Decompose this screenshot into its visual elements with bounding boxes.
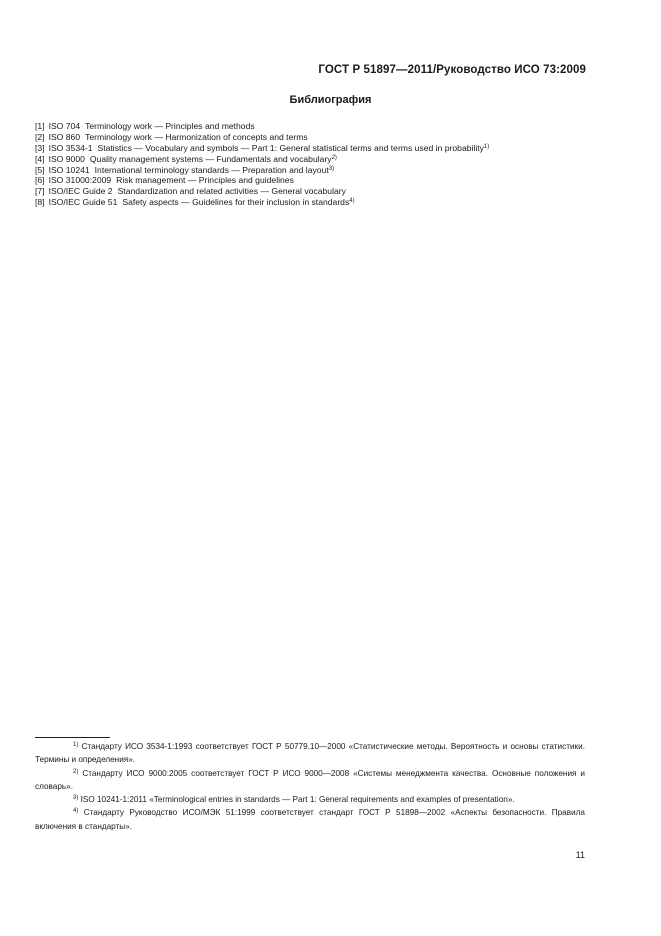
bibliography-list <box>35 121 635 208</box>
reference-title: Risk management — Principles and guidelines <box>116 175 294 186</box>
footnote-ref: 2) <box>331 154 337 161</box>
section-title-bibliography: Библиография <box>289 94 372 106</box>
reference-code: ISO 704 <box>48 121 81 131</box>
reference-number: [1] <box>35 121 45 131</box>
footnote <box>35 767 585 794</box>
reference-number: [6] <box>35 175 45 186</box>
reference-code: ISO 9000 <box>48 153 85 164</box>
footnote-text: Стандарту ИСО 9000:2005 соответствует ГОСТ Р ИСО 9000—2008 «Системы менеджмента качества. Основные положения и словарь». <box>35 768 585 791</box>
footnote-text: Стандарту Руководство ИСО/МЭК 51:1999 соответствует стандарт ГОСТ Р 51898—2002 «Аспекты безопасности. Правила включения в стандарты». <box>35 808 585 831</box>
reference-title: Statistics — Vocabulary and symbols — Part 1: General statistical terms and terms used in probability <box>97 142 484 153</box>
reference-code: ISO 10241 <box>48 164 90 175</box>
footnote-text: ISO 10241-1:2011 «Terminological entries in standards — Part 1: General requirements and examples of presentation». <box>80 795 515 805</box>
reference-code: ISO/IEC Guide 2 <box>48 186 113 197</box>
reference-number: [5] <box>35 164 45 175</box>
footnote-mark: 2) <box>73 768 79 775</box>
footnote <box>35 793 585 806</box>
reference-number: [2] <box>35 131 45 142</box>
reference-title: Safety aspects — Guidelines for their inclusion in standards <box>122 197 350 208</box>
footnote-ref: 4) <box>349 198 355 205</box>
bibliography-item <box>35 186 635 197</box>
reference-number: [8] <box>35 197 45 208</box>
reference-title: Terminology work — Principles and methods <box>85 121 255 131</box>
reference-title: Quality management systems — Fundamentals and vocabulary <box>89 153 332 164</box>
footnote-mark: 3) <box>73 795 79 802</box>
footnote-mark: 1) <box>73 742 79 748</box>
reference-number: [7] <box>35 186 45 197</box>
reference-title: Standardization and related activities — General vocabulary <box>117 186 346 197</box>
footnote <box>35 740 585 767</box>
bibliography-item <box>35 165 635 176</box>
bibliography-item <box>35 154 635 165</box>
bibliography-item <box>35 143 635 154</box>
reference-code: ISO 3534-1 <box>48 142 93 153</box>
footnote-separator <box>35 737 110 738</box>
document-standard-header: ГОСТ Р 51897—2011/Руководство ИСО 73:2009 <box>318 64 586 76</box>
bibliography-item <box>35 175 635 186</box>
reference-code: ISO/IEC Guide 51 <box>48 197 118 208</box>
reference-title: Terminology work — Harmonization of concepts and terms <box>85 131 308 142</box>
bibliography-item <box>35 197 635 208</box>
footnote-ref: 1) <box>483 143 490 150</box>
reference-number: [3] <box>35 142 45 153</box>
reference-title: International terminology standards — Preparation and layout <box>94 164 329 175</box>
reference-number: [4] <box>35 153 45 164</box>
footnote-mark: 4) <box>73 808 79 815</box>
bibliography-item <box>35 121 635 132</box>
footnote <box>35 806 585 833</box>
footnote-text: Стандарту ИСО 3534-1:1993 соответствует ГОСТ Р 50779.10—2000 «Статистические методы. Вероятность и основы статистики. Термины и определения». <box>35 742 585 765</box>
footnote-ref: 3) <box>328 165 335 172</box>
bibliography-item <box>35 132 635 143</box>
reference-code: ISO 31000:2009 <box>48 175 112 186</box>
reference-code: ISO 860 <box>48 131 81 142</box>
page-number: 11 <box>575 850 585 860</box>
footnotes-section <box>35 740 585 833</box>
